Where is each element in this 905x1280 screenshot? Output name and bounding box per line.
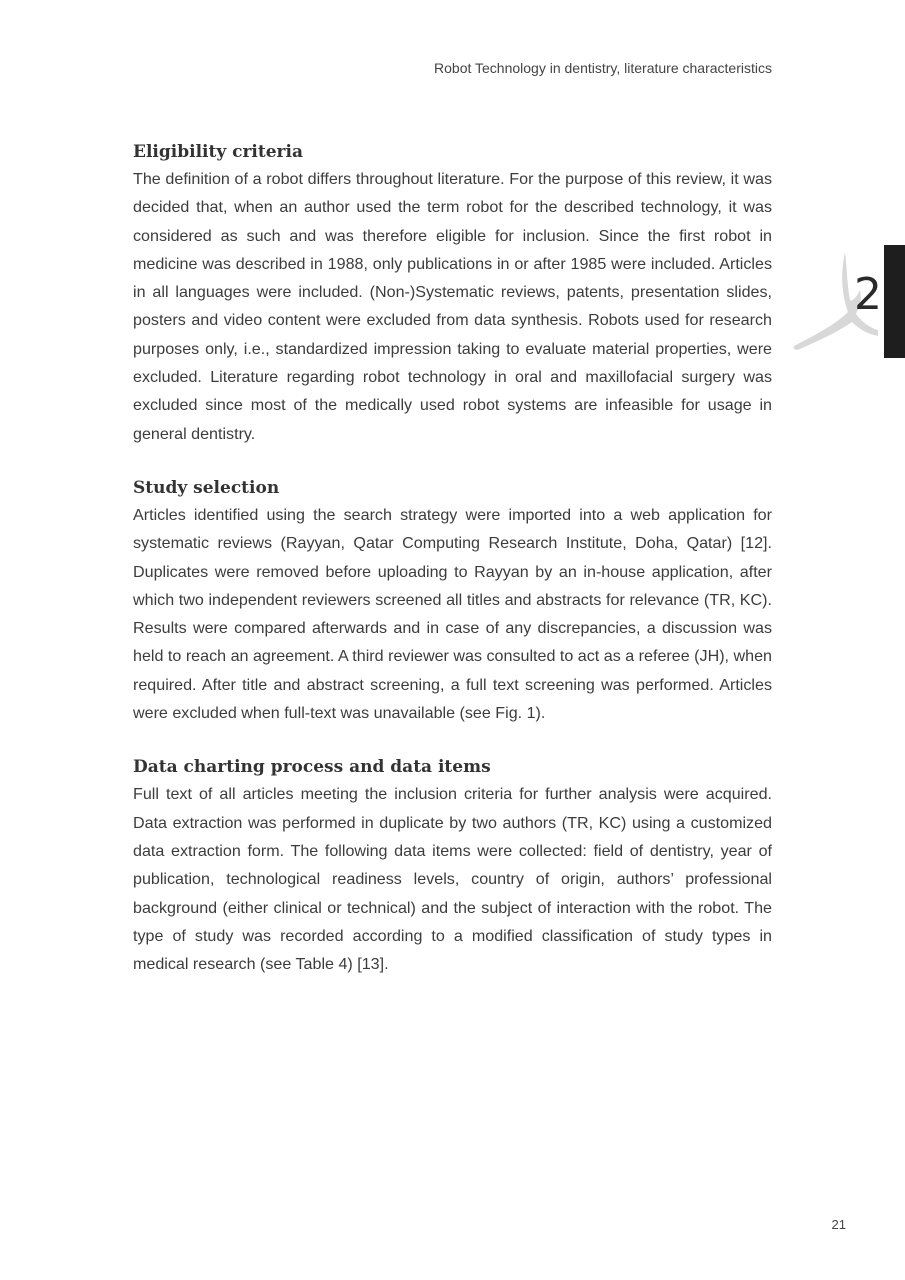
section-body: Articles identified using the search strategy were imported into a web application for systematic reviews (Rayyan, Qatar Computing Research Institute, Doha, Qatar) [12]. Duplicates were removed before uploading to Rayyan by an in-house application, after which two independent reviewers screened all titles and abstracts for relevance (TR, KC). Results were compared afterwards and in case of any discrepancies, a discussion was held to reach an agreement. A third reviewer was consulted to act as a referee (JH), when required. After title and abstract screening, a full text screening was performed. Articles were excluded when full-text was unavailable (see Fig. 1). (133, 505, 772, 723)
section-data-charting (133, 754, 772, 978)
chapter-number: 2 (854, 269, 882, 320)
section-study-selection (133, 475, 772, 727)
section-heading: Eligibility criteria (133, 142, 303, 162)
section-heading: Data charting process and data items (133, 757, 491, 778)
chapter-tab-marker (884, 245, 905, 358)
running-header: Robot Technology in dentistry, literature characteristics (434, 60, 772, 76)
section-heading: Study selection (133, 477, 280, 498)
section-body: The definition of a robot differs throughout literature. For the purpose of this review, it was decided that, when an author used the term robot for the described technology, it was considered as such and was therefore eligible for inclusion. Since the first robot in medicine was described in 1988, only publications in or after 1985 were included. Articles in all languages were included. (Non-)Systematic reviews, patents, presentation slides, posters and video content were excluded from data synthesis. Robots used for research purposes only, i.e., standardized impression taking to evaluate material properties, were excluded. Literature regarding robot technology in oral and maxillofacial surgery was excluded since most of the medically used robot systems are infeasible for usage in general dentistry. (133, 170, 772, 443)
section-body: Full text of all articles meeting the inclusion criteria for further analysis were acquired. Data extraction was performed in duplicate by two authors (TR, KC) using a customized data extraction form. The following data items were collected: field of dentistry, year of publication, technological readiness levels, country of origin, authors’ professional background (either clinical or technical) and the subject of interaction with the robot. The type of study was recorded according to a modified classification of study types in medical research (see Table 4) [13]. (133, 785, 772, 974)
page-number: 21 (831, 1217, 846, 1232)
main-content (133, 139, 772, 1005)
section-eligibility-criteria (133, 139, 772, 448)
